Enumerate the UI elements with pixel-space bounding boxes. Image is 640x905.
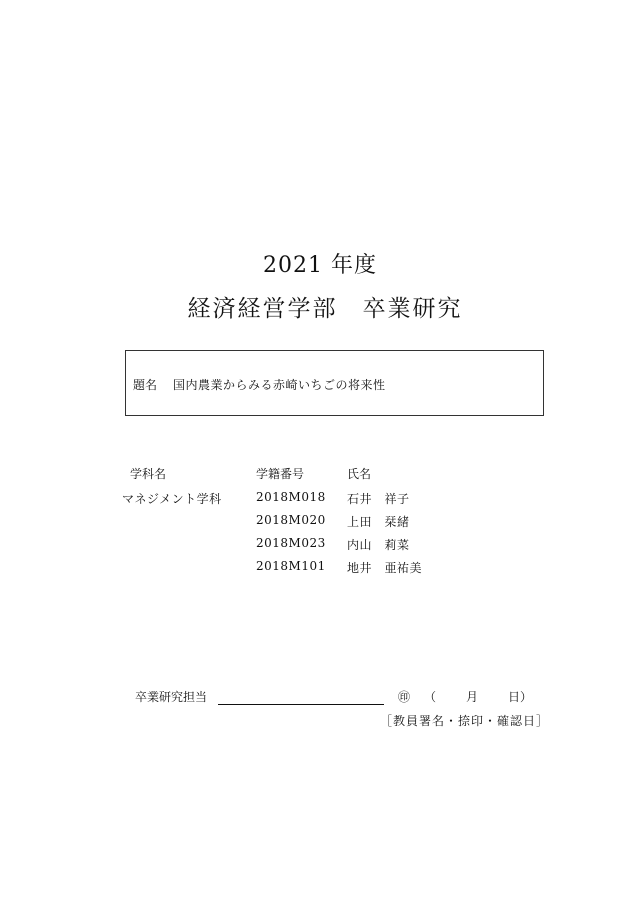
- title-label: 題名: [133, 378, 158, 392]
- student-id: 2018M018: [256, 490, 326, 504]
- faculty-heading: 経済経営学部 卒業研究: [187, 296, 463, 322]
- signature-line: [218, 704, 384, 705]
- thesis-title: 国内農業からみる赤崎いちごの将来性: [173, 378, 386, 392]
- signature-note: ［教員署名・捺印・確認日］: [380, 714, 550, 728]
- supervisor-label: 卒業研究担当: [135, 690, 208, 704]
- student-id: 2018M020: [256, 513, 326, 527]
- student-name: 上田 栞緒: [347, 515, 410, 529]
- seal-mark: ㊞: [398, 690, 411, 704]
- student-id-header: 学籍番号: [256, 467, 305, 481]
- year-heading: 2021 年度: [263, 253, 377, 278]
- department-value: マネジメント学科: [122, 492, 222, 506]
- student-name: 内山 莉菜: [347, 538, 410, 552]
- day-label: 日）: [508, 690, 533, 704]
- student-id: 2018M101: [256, 559, 326, 573]
- student-name: 石井 祥子: [347, 492, 410, 506]
- month-label: 月: [466, 690, 479, 704]
- department-header: 学科名: [130, 467, 167, 481]
- student-name: 地井 亜祐美: [347, 561, 423, 575]
- name-header: 氏名: [347, 467, 372, 481]
- date-open-paren: （: [424, 690, 437, 704]
- student-id: 2018M023: [256, 536, 326, 550]
- title-box: [125, 350, 544, 416]
